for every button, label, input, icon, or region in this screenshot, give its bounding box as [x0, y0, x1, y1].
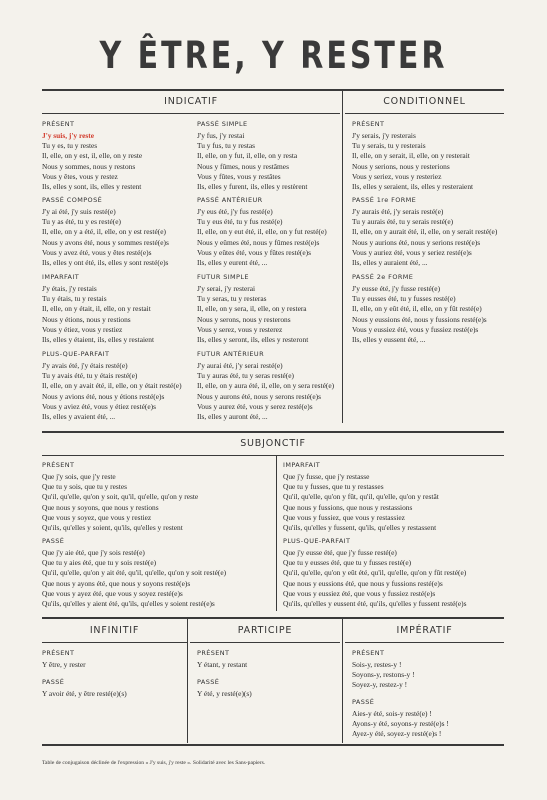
conjugation-line: Nous y étions, nous y restions: [42, 314, 131, 324]
conjugation-line: Ils, elles y ont été, ils, elles y sont resté(e)s: [42, 258, 169, 268]
conjugation-line: Tu y as été, tu y es resté(e): [42, 217, 121, 227]
conjugation-line: Ils, elles y eurent été, ...: [197, 258, 268, 268]
conjugation-line: Nous y aurions été, nous y serions resté(e)s: [352, 237, 481, 247]
conditionnel-rule: [345, 113, 504, 114]
conjugation-line: Qu'ils, qu'elles y eussent été, qu'ils, qu'elles y fussent resté(e)s: [283, 599, 467, 609]
bottom-sections-top-rule: [42, 617, 504, 619]
conjugation-line: Ils, elles y auraient été, ...: [352, 258, 428, 268]
conjugation-line: Que j'y eusse été, que j'y fusse resté(e): [283, 548, 397, 557]
conjugation-line: Vous y aviez été, vous y étiez resté(e)s: [42, 401, 156, 411]
conjugation-line: Aies-y été, sois-y resté(e) !: [352, 709, 432, 718]
conjugation-line: Que nous y fussions, que nous y restassions: [283, 502, 413, 512]
conjugation-line: Tu y seras, tu y resteras: [197, 294, 267, 304]
conjugation-line: Que nous y soyons, que nous y restions: [42, 502, 159, 512]
section-title-indicatif: INDICATIF: [164, 96, 218, 107]
tense-label: PASSÉ: [197, 678, 220, 686]
conjugation-line: Il, elle, on y aura été, il, elle, on y sera resté(e): [197, 381, 335, 391]
conjugation-line: Ils, elles y furent, ils, elles y restèrent: [197, 182, 308, 192]
imperatif-passe: [352, 698, 449, 740]
conjugation-line: Qu'ils, qu'elles y fussent, qu'ils, qu'elles y restassent: [283, 523, 437, 533]
tense-label: FUTUR SIMPLE: [197, 273, 249, 281]
footer-caption: Table de conjugaison déclinée de l'expression « J'y suis, j'y reste ». Solidarité avec les Sans-papiers.: [42, 760, 266, 766]
conjugation-line: Nous y sommes, nous y restons: [42, 161, 136, 171]
conjugation-line: Nous y aurons été, nous y serons resté(e)s: [197, 391, 321, 401]
tense-label: PASSÉ: [42, 537, 65, 545]
tense-label: PLUS-QUE-PARFAIT: [283, 537, 351, 545]
conjugation-line: Nous y eûmes été, nous y fûmes resté(e)s: [197, 237, 320, 247]
conjugation-line: Qu'il, qu'elle, qu'on y ait été, qu'il, qu'elle, qu'on y soit resté(e): [42, 568, 227, 578]
conjugation-line: Sois-y, restes-y !: [352, 660, 402, 669]
conjugation-line: Tu y aurais été, tu y serais resté(e): [352, 217, 454, 227]
indicatif-plus-que-parfait: [42, 350, 182, 422]
imperatif-rule: [345, 642, 504, 643]
conjugation-line: Il, elle, on y est, il, elle, on y reste: [42, 151, 143, 161]
conjugation-line: Il, elle, on y fut, il, elle, on y resta: [197, 151, 298, 161]
conjugation-line: Ils, elles y auront été, ...: [197, 412, 268, 422]
conjugation-line: Qu'il, qu'elle, qu'on y fût, qu'il, qu'elle, qu'on y restât: [283, 492, 439, 502]
conjugation-line: J'y eusse été, j'y fusse resté(e): [352, 284, 441, 293]
conjugation-line: Ils, elles y seront, ils, elles y resteront: [197, 335, 309, 345]
tense-label: PRÉSENT: [352, 120, 385, 128]
conjugation-line: Il, elle, on y avait été, il, elle, on y était resté(e): [42, 381, 182, 391]
participe-present: [197, 649, 247, 670]
conjugation-line: Que vous y eussiez été, que vous y fussiez resté(e)s: [283, 588, 436, 598]
tense-label: PRÉSENT: [42, 120, 75, 128]
tense-label: PASSÉ: [42, 678, 65, 686]
indicatif-passe-simple: [197, 120, 307, 192]
bottom-rule: [42, 744, 504, 746]
tense-label: PRÉSENT: [42, 649, 75, 657]
conjugation-line: Tu y serais, tu y resterais: [352, 141, 426, 151]
conjugation-line: Que vous y fussiez, que vous y restassiez: [283, 512, 405, 522]
conjugation-line: J'y aurai été, j'y serai resté(e): [197, 361, 283, 370]
conjugation-line: Soyons-y, restons-y !: [352, 670, 415, 680]
tense-label: IMPARFAIT: [283, 461, 321, 469]
conjugation-line: J'y suis, j'y reste: [42, 131, 95, 140]
conjugation-line: Que tu y fusses, que tu y restasses: [283, 482, 384, 492]
conjugation-line: Ayez-y été, soyez-y resté(e)s !: [352, 729, 442, 739]
conditionnel-passe-1: [352, 196, 497, 268]
conjugation-line: Nous y eussions été, nous y fussions resté(e)s: [352, 314, 487, 324]
section-title-subjonctif: SUBJONCTIF: [240, 438, 306, 449]
tense-label: PRÉSENT: [197, 649, 230, 657]
conjugation-line: Il, elle, on y eut été, il, elle, on y fut resté(e): [197, 227, 327, 237]
conjugation-line: Que j'y aie été, que j'y sois resté(e): [42, 548, 145, 557]
section-title-conditionnel: CONDITIONNEL: [383, 96, 466, 107]
conjugation-line: Qu'ils, qu'elles y aient été, qu'ils, qu'elles y soient resté(e)s: [42, 599, 215, 609]
indicatif-passe-anterieur: [197, 196, 327, 268]
conjugation-line: Y été, y resté(e)(s): [197, 689, 252, 698]
indicatif-present: [42, 120, 142, 192]
conjugation-line: Tu y avais été, tu y étais resté(e): [42, 371, 138, 381]
conjugation-line: Ils, elles y seraient, ils, elles y resteraient: [352, 182, 474, 192]
tense-label: PASSÉ ANTÉRIEUR: [197, 196, 263, 204]
conjugation-line: Il, elle, on y était, il, elle, on y restait: [42, 304, 151, 314]
conjugation-line: Il, elle, on y sera, il, elle, on y restera: [197, 304, 307, 314]
conjugation-line: Nous y serions, nous y resterions: [352, 161, 450, 171]
conjugation-line: Que vous y ayez été, que vous y soyez resté(e)s: [42, 588, 183, 598]
indicatif-futur-anterieur: [197, 350, 334, 422]
indicatif-imparfait: [42, 273, 154, 345]
infinitif-rule: [42, 642, 187, 643]
conjugation-line: Vous y étiez, vous y restiez: [42, 324, 123, 334]
conjugation-line: Vous y aurez été, vous y serez resté(e)s: [197, 401, 313, 411]
subjonctif-rule: [42, 455, 504, 456]
infinitif-participe-divider: [187, 619, 188, 743]
subjonctif-plus-que-parfait: [283, 537, 467, 609]
conjugation-line: Vous y serez, vous y resterez: [197, 324, 283, 334]
indicatif-rule: [42, 113, 340, 114]
section-title-imperatif: IMPÉRATIF: [396, 625, 453, 636]
conjugation-line: Tu y eus été, tu y fus resté(e): [197, 217, 283, 227]
tense-label: PRÉSENT: [42, 461, 75, 469]
conjugation-line: J'y eus été, j'y fus resté(e): [197, 207, 273, 216]
tense-label: FUTUR ANTÉRIEUR: [197, 350, 265, 358]
conjugation-line: Tu y es, tu y restes: [42, 141, 98, 151]
conjugation-line: Y étant, y restant: [197, 660, 248, 669]
indicatif-conditionnel-divider: [342, 91, 343, 423]
participe-passe: [197, 678, 252, 699]
conjugation-line: J'y serais, j'y resterais: [352, 131, 416, 140]
conjugation-line: Vous y avez été, vous y êtes resté(e)s: [42, 247, 152, 257]
conjugation-line: J'y fus, j'y restai: [197, 131, 245, 140]
conjugation-line: J'y avais été, j'y étais resté(e): [42, 361, 128, 370]
section-title-participe: PARTICIPE: [237, 625, 293, 636]
conjugation-line: Vous y eûtes été, vous y fûtes resté(e)s: [197, 247, 311, 257]
tense-label: PLUS-QUE-PARFAIT: [42, 350, 110, 358]
participe-imperatif-divider: [342, 619, 343, 743]
conjugation-line: Tu y étais, tu y restais: [42, 294, 107, 304]
conjugation-line: Ils, elles y sont, ils, elles y restent: [42, 182, 142, 192]
indicatif-futur-simple: [197, 273, 308, 345]
conjugation-line: Qu'il, qu'elle, qu'on y soit, qu'il, qu'elle, qu'on y reste: [42, 492, 199, 502]
tense-label: PASSÉ 1re FORME: [352, 196, 417, 204]
conditionnel-present: [352, 120, 473, 192]
subjonctif-present: [42, 461, 198, 533]
subjonctif-divider: [276, 456, 277, 611]
conjugation-line: J'y ai été, j'y suis resté(e): [42, 207, 116, 216]
subjonctif-passe: [42, 537, 226, 609]
conjugation-line: Nous y avions été, nous y étions resté(e)s: [42, 391, 165, 401]
conjugation-line: Que j'y fusse, que j'y restasse: [283, 472, 370, 481]
conjugation-line: Ayons-y été, soyons-y resté(e)s !: [352, 719, 449, 729]
conjugation-line: J'y serai, j'y resterai: [197, 284, 256, 293]
infinitif-present: [42, 649, 86, 670]
top-rule: [42, 89, 504, 91]
conjugation-line: Que tu y sois, que tu y restes: [42, 482, 127, 492]
conjugation-line: Vous y eussiez été, vous y fussiez resté(e)s: [352, 324, 479, 334]
tense-label: PASSÉ COMPOSÉ: [42, 196, 103, 204]
section-title-infinitif: INFINITIF: [89, 625, 140, 636]
conjugation-line: Tu y eusses été, tu y fusses resté(e): [352, 294, 456, 304]
tense-label: IMPARFAIT: [42, 273, 80, 281]
tense-label: PASSÉ: [352, 698, 375, 706]
conjugation-line: Ils, elles y eussent été, ...: [352, 335, 426, 345]
conjugation-line: Il, elle, on y aurait été, il, elle, on y serait resté(e): [352, 227, 498, 237]
conjugation-line: Y être, y rester: [42, 660, 86, 669]
conditionnel-passe-2: [352, 273, 487, 345]
tense-label: PRÉSENT: [352, 649, 385, 657]
imperatif-present: [352, 649, 415, 691]
page-title: Y ÊTRE, Y RESTER: [99, 34, 448, 78]
subjonctif-top-rule: [42, 431, 504, 433]
conjugation-line: J'y aurais été, j'y serais resté(e): [352, 207, 444, 216]
conjugation-line: Ils, elles y étaient, ils, elles y restaient: [42, 335, 155, 345]
subjonctif-imparfait: [283, 461, 439, 533]
conjugation-line: Que tu y aies été, que tu y sois resté(e): [42, 558, 157, 568]
conjugation-line: Tu y fus, tu y restas: [197, 141, 256, 151]
indicatif-passe-compose: [42, 196, 169, 268]
conjugation-line: Il, elle, on y serait, il, elle, on y resterait: [352, 151, 470, 161]
conjugation-line: Il, elle, on y a été, il, elle, on y est resté(e): [42, 227, 166, 237]
conjugation-line: Vous y auriez été, vous y seriez resté(e)s: [352, 247, 472, 257]
infinitif-passe: [42, 678, 127, 699]
conjugation-line: Nous y avons été, nous y sommes resté(e)s: [42, 237, 169, 247]
conjugation-line: Ils, elles y avaient été, ...: [42, 412, 116, 422]
conjugation-line: Vous y êtes, vous y restez: [42, 171, 118, 181]
tense-label: PASSÉ SIMPLE: [197, 120, 248, 128]
conjugation-line: Que j'y sois, que j'y reste: [42, 472, 116, 481]
conjugation-line: Que nous y eussions été, que nous y fussions resté(e)s: [283, 578, 443, 588]
conjugation-line: Nous y serons, nous y resterons: [197, 314, 291, 324]
participe-rule: [190, 642, 340, 643]
conjugation-line: Qu'il, qu'elle, qu'on y eût été, qu'il, qu'elle, qu'on y fût resté(e): [283, 568, 467, 578]
conjugation-line: Tu y auras été, tu y seras resté(e): [197, 371, 295, 381]
conjugation-line: Vous y seriez, vous y resteriez: [352, 171, 442, 181]
conjugation-line: Soyez-y, restez-y !: [352, 680, 408, 690]
tense-label: PASSÉ 2e FORME: [352, 273, 414, 281]
conjugation-line: Nous y fûmes, nous y restâmes: [197, 161, 289, 171]
conjugation-line: Qu'ils, qu'elles y soient, qu'ils, qu'elles y restent: [42, 523, 183, 533]
conjugation-line: Vous y fûtes, vous y restâtes: [197, 171, 281, 181]
conjugation-line: J'y étais, j'y restais: [42, 284, 97, 293]
conjugation-line: Que nous y ayons été, que nous y soyons resté(e)s: [42, 578, 191, 588]
conjugation-line: Y avoir été, y être resté(e)(s): [42, 689, 127, 698]
conjugation-line: Que tu y eusses été, que tu y fusses resté(e): [283, 558, 412, 568]
conjugation-line: Il, elle, on y eût été, il, elle, on y fût resté(e): [352, 304, 482, 314]
conjugation-line: Que vous y soyez, que vous y restiez: [42, 512, 152, 522]
